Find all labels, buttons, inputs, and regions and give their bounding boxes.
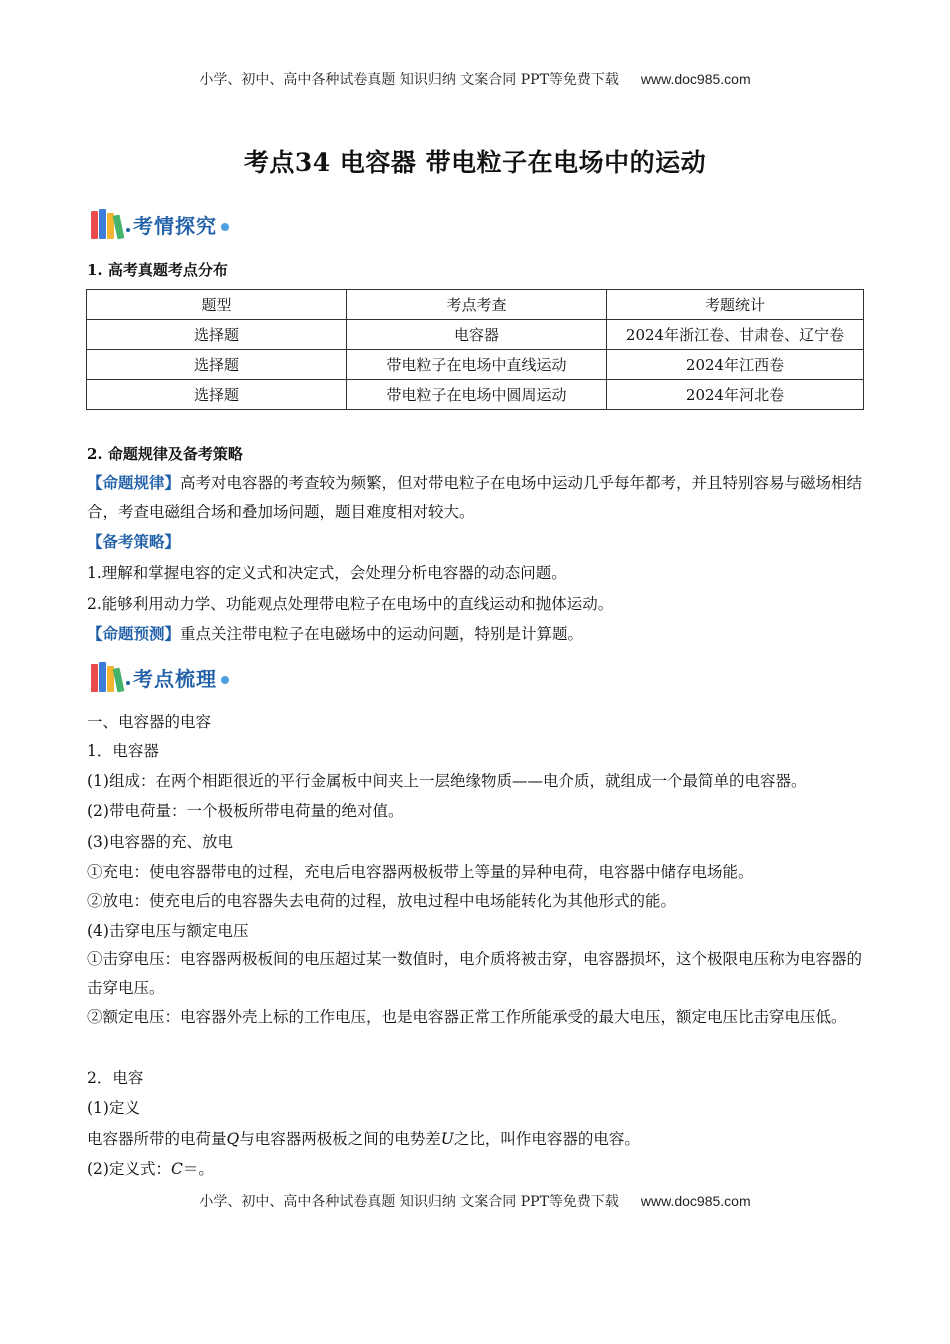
dot-icon: [221, 223, 229, 231]
dot-icon: [221, 676, 229, 684]
page-title: 考点34 电容器 带电粒子在电场中的运动: [243, 148, 707, 177]
table-cell: 2024年江西卷: [607, 350, 864, 380]
rule-text: 高考对电容器的考查较为频繁，但对带电粒子在电场中运动几乎每年都考，并且特别容易与磁场相结合，考查电磁组合场和叠加场问题，题目难度相对较大。: [87, 474, 863, 521]
strategy-label: 【备考策略】: [87, 532, 181, 551]
strategy-item-1: 1.理解和掌握电容的定义式和决定式，会处理分析电容器的动态问题。: [87, 564, 567, 582]
rule-label: 【命题规律】: [87, 473, 181, 492]
header-site-link[interactable]: www.doc985.com: [640, 71, 751, 87]
rule-paragraph: [87, 468, 865, 527]
table-cell: 选择题: [87, 320, 347, 350]
content-line: 一、电容器的电容: [87, 713, 212, 731]
table-row: [87, 350, 864, 380]
content-line: ①充电：使电容器带电的过程，充电后电容器两极板带上等量的异种电荷，电容器中储存电场能。: [87, 863, 754, 881]
table-header: 考点考查: [347, 290, 607, 320]
table-cell: 带电粒子在电场中圆周运动: [347, 380, 607, 410]
table-cell: 带电粒子在电场中直线运动: [347, 350, 607, 380]
content-line: (1)组成：在两个相距很近的平行金属板中间夹上一层绝缘物质——电介质，就组成一个最简单的电容器。: [87, 772, 807, 790]
table-header: 考题统计: [607, 290, 864, 320]
table-cell: 选择题: [87, 350, 347, 380]
content-line: 2．电容: [87, 1069, 144, 1087]
table-cell: 电容器: [347, 320, 607, 350]
text-span: 之比，叫作电容器的电容。: [453, 1130, 640, 1148]
var-c: C: [170, 1160, 183, 1178]
text-span: 与电容器两极板之间的电势差: [239, 1130, 441, 1148]
forecast-label: 【命题预测】: [87, 624, 181, 643]
dot-icon: [126, 681, 130, 685]
content-line: ②放电：使充电后的电容器失去电荷的过程，放电过程中电场能转化为其他形式的能。: [87, 892, 677, 910]
page-footer: [0, 1191, 950, 1211]
section-badge-kaoqing: [91, 206, 229, 242]
badge-label: 考情探究: [133, 213, 217, 238]
table-cell: 选择题: [87, 380, 347, 410]
content-line: 1．电容器: [87, 742, 159, 760]
content-line: (4)击穿电压与额定电压: [87, 922, 249, 940]
badge-label: 考点梳理: [133, 666, 217, 691]
forecast-line: [87, 622, 583, 644]
content-line: (3)电容器的充、放电: [87, 833, 233, 851]
table-row: [87, 320, 864, 350]
text-span: 电容器所带的电荷量: [87, 1130, 227, 1148]
var-u: U: [440, 1130, 454, 1148]
strategy-label-line: [87, 530, 180, 552]
table-cell: 2024年浙江卷、甘肃卷、辽宁卷: [607, 320, 864, 350]
header-text: 小学、初中、高中各种试卷真题 知识归纳 文案合同 PPT等免费下载: [199, 72, 619, 88]
books-icon: [91, 209, 123, 239]
table-cell: 2024年河北卷: [607, 380, 864, 410]
section2-heading: 2. 命题规律及备考策略: [87, 445, 243, 463]
var-q: Q: [226, 1130, 240, 1148]
table-header: 题型: [87, 290, 347, 320]
section-badge-kaodian: [91, 659, 229, 695]
content-paragraph: ①击穿电压：电容器两极板间的电压超过某一数值时，电介质将被击穿，电容器损坏，这个极限电压称为电容器的击穿电压。: [87, 950, 863, 997]
forecast-text: 重点关注带电粒子在电磁场中的运动问题，特别是计算题。: [180, 625, 584, 643]
books-icon: [91, 662, 123, 692]
footer-text: 小学、初中、高中各种试卷真题 知识归纳 文案合同 PPT等免费下载: [199, 1194, 619, 1210]
strategy-item-2: 2.能够利用动力学、功能观点处理带电粒子在电场中的直线运动和抛体运动。: [87, 595, 614, 613]
footer-site-link[interactable]: www.doc985.com: [640, 1193, 751, 1209]
page-header: [0, 69, 950, 89]
content-line: (1)定义: [87, 1099, 140, 1117]
exam-distribution-table: [86, 289, 864, 410]
text-span: (2)定义式：: [87, 1160, 171, 1178]
content-paragraph: ②额定电压：电容器外壳上标的工作电压，也是电容器正常工作所能承受的最大电压，额定电压比击穿电压低。: [87, 1008, 847, 1026]
text-span: ＝。: [182, 1160, 214, 1178]
content-line: [87, 1157, 214, 1179]
table-header-row: [87, 290, 864, 320]
section1-heading: 1. 高考真题考点分布: [87, 261, 228, 279]
dot-icon: [126, 228, 130, 232]
table-row: [87, 380, 864, 410]
content-line: [87, 1127, 640, 1149]
content-line: (2)带电荷量：一个极板所带电荷量的绝对值。: [87, 802, 404, 820]
